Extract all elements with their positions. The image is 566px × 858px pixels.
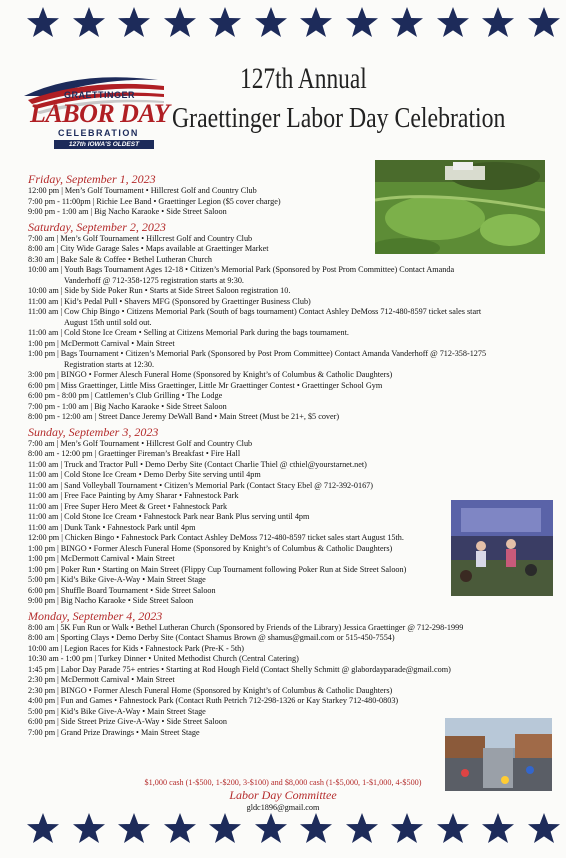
schedule-event: 8:00 am | City Wide Garage Sales • Maps available at Graettinger Market [28,244,269,253]
poster-title-line-1: 127th Annual [240,62,367,95]
schedule-event: 11:00 am | Kid’s Pedal Pull • Shavers MFG (Sponsored by Graettinger Business Club) [28,296,311,306]
star-icon [208,6,242,40]
star-icon [299,812,333,846]
schedule-event: 6:00 pm | Side Street Prize Give-A-Way • Side Street Saloon [28,717,227,726]
schedule-event: 10:00 am | Side by Side Poker Run • Starts at Side Street Saloon registration 10. [28,286,291,295]
schedule-event: 11:00 am | Truck and Tractor Pull • Demo Derby Site (Contact Charlie Thiel @ cthiel@yourstarnet.net) [28,459,367,469]
schedule-event: 2:30 pm | McDermott Carnival • Main Street [28,675,175,684]
schedule-event: 1:45 pm | Labor Day Parade 75+ entries • Starting at Rod Hough Field (Contact Shelly Schmitt @ glabordayparade@gmail.com) [28,664,451,674]
schedule-event: 10:00 am | Youth Bags Tournament Ages 12-18 • Citizen’s Memorial Park (Sponsored by Post Prom Committee) Contact Amanda [28,265,455,274]
star-icon [117,6,151,40]
schedule-event: 8:00 am | Sporting Clays • Demo Derby Site (Contact Shamus Brown @ shamus@gmail.com or 515-450-7554) [28,633,395,642]
schedule-event: 7:00 am | Men’s Golf Tournament • Hillcrest Golf and Country Club [28,233,253,243]
schedule-event: 3:00 pm | BINGO • Former Alesch Funeral Home (Sponsored by Knight’s of Columbus & Catholic Daughters) [28,370,393,379]
star-icon [345,6,379,40]
poster-title-line-2: Graettinger Labor Day Celebration [172,102,506,134]
schedule-event: 10:30 am - 1:00 pm | Turkey Dinner • United Methodist Church (Central Catering) [28,654,299,663]
star-icon [254,812,288,846]
schedule-event: 11:00 am | Cold Stone Ice Cream • Fahnestock Park near Bank Plus serving until 4pm [28,512,310,521]
star-icon [26,812,60,846]
schedule-event: 1:00 pm | McDermott Carnival • Main Street [28,554,175,563]
top-star-border [0,6,566,46]
schedule-event: 12:00 pm | Chicken Bingo • Fahnestock Park Contact Ashley DeMoss 712-480-8597 ticket sales start August 15th. [28,533,404,542]
schedule-event: 1:00 pm | Bags Tournament • Citizen’s Memorial Park (Sponsored by Post Prom Committee) Contact Amanda Vanderhoff @ 712-358-1275 [28,349,487,358]
schedule-event-continued: August 15th until sold out. [64,317,152,327]
event-schedule [28,170,548,738]
schedule-event: 6:00 pm | Miss Graettinger, Little Miss Graettinger, Little Mr Graettinger Contest • Graettinger School Gym [28,380,383,390]
schedule-event: 11:00 am | Cold Stone Ice Cream • Selling at Citizens Memorial Park during the bags tournament. [28,328,349,337]
schedule-event: 11:00 am | Free Super Hero Meet & Greet • Fahnestock Park [28,501,228,511]
star-icon [436,6,470,40]
star-icon [436,812,470,846]
day-heading: Sunday, September 3, 2023 [28,424,159,439]
logo-subtitle: CELEBRATION [58,128,139,138]
schedule-event: 7:00 pm | Grand Prize Drawings • Main Street Stage [28,727,200,737]
schedule-event: 7:00 am | Men’s Golf Tournament • Hillcrest Golf and Country Club [28,438,253,448]
star-icon [299,6,333,40]
schedule-event: 11:00 am | Free Face Painting by Amy Sharar • Fahnestock Park [28,491,239,500]
day-heading: Friday, September 1, 2023 [28,172,156,186]
star-icon [345,812,379,846]
star-icon [390,6,424,40]
schedule-event: 8:00 am | 5K Fun Run or Walk • Bethel Lutheran Church (Sponsored by Friends of the Library) Jessica Graettinger @ 712-298-1999 [28,622,464,632]
schedule-event-continued: Registration starts at 12:30. [64,359,155,369]
schedule-event: 11:00 am | Dunk Tank • Fahnestock Park until 4pm [28,522,196,532]
schedule-event: 6:00 pm - 8:00 pm | Cattlemen’s Club Grilling • The Lodge [28,391,223,400]
schedule-event: 7:00 pm - 11:00pm | Richie Lee Band • Graettinger Legion ($5 cover charge) [28,196,281,206]
schedule-event: 11:00 am | Cold Stone Ice Cream • Demo Derby Site serving until 4pm [28,470,261,479]
schedule-event: 1:00 pm | Poker Run • Starting on Main Street (Flippy Cup Tournament following Poker Run at Side Street Saloon) [28,564,407,574]
star-icon [72,812,106,846]
schedule-event-continued: Vanderhoff @ 712-358-1275 registration starts at 9:30. [64,275,244,285]
schedule-event: 5:00 pm | Kid’s Bike Give-A-Way • Main Street Stage [28,575,206,584]
labor-day-logo [18,66,168,162]
logo-title: LABOR DAY [30,99,170,128]
schedule-event: 7:00 pm - 1:00 am | Big Nacho Karaoke • Side Street Saloon [28,401,227,411]
schedule-event: 8:00 pm - 12:00 am | Street Dance Jeremy DeWall Band • Main Street (Must be 21+, $5 cover) [28,412,340,421]
star-icon [117,812,151,846]
schedule-event: 10:00 am | Legion Races for Kids • Fahnestock Park (Pre-K - 5th) [28,643,244,653]
park-stage-performance-photo [451,500,553,596]
star-icon [390,812,424,846]
star-icon [481,812,515,846]
bottom-star-border [0,812,566,852]
star-icon [72,6,106,40]
schedule-event: 9:00 pm - 1:00 am | Big Nacho Karaoke • Side Street Saloon [28,207,227,216]
star-icon [527,6,561,40]
schedule-event: 9:00 pm | Big Nacho Karaoke • Side Street Saloon [28,596,194,605]
star-icon [254,6,288,40]
schedule-event: 12:00 pm | Men’s Golf Tournament • Hillcrest Golf and Country Club [28,186,257,195]
grand-prize-details: $1,000 cash (1-$500, 1-$200, 3-$100) and $8,000 cash (1-$5,000, 1-$1,000, 4-$500) [144,778,422,787]
star-icon [527,812,561,846]
star-icon [26,6,60,40]
committee-signature: Labor Day Committee [229,788,337,802]
star-icon [163,6,197,40]
day-heading: Saturday, September 2, 2023 [28,219,166,234]
logo-band: 127th IOWA'S OLDEST [54,140,154,149]
schedule-event: 11:00 am | Sand Volleyball Tournament • Citizen’s Memorial Park (Contact Stacy Ebel @ 712-392-0167) [28,480,373,490]
schedule-event: 11:00 am | Cow Chip Bingo • Citizens Memorial Park (South of bags tournament) Contact Ashley DeMoss 712-480-8597 ticket sales start [28,307,482,316]
logo-town-name: GRAETTINGER [64,90,136,100]
schedule-event: 8:30 am | Bake Sale & Coffee • Bethel Lutheran Church [28,254,212,264]
star-icon [481,6,515,40]
schedule-event: 5:00 pm | Kid’s Bike Give-A-Way • Main Street Stage [28,706,206,716]
schedule-event: 4:00 pm | Fun and Games • Fahnestock Park (Contact Ruth Petrich 712-298-1326 or Kay Starkey 712-480-0803) [28,696,399,705]
day-heading: Monday, September 4, 2023 [28,608,163,623]
schedule-event: 2:30 pm | BINGO • Former Alesch Funeral Home (Sponsored by Knight’s of Columbus & Catholic Daughters) [28,685,393,695]
star-icon [163,812,197,846]
schedule-event: 1:00 pm | BINGO • Former Alesch Funeral Home (Sponsored by Knight’s of Columbus & Catholic Daughters) [28,543,393,553]
star-icon [208,812,242,846]
schedule-event: 6:00 pm | Shuffle Board Tournament • Side Street Saloon [28,585,216,595]
contact-email: gldc1896@gmail.com [246,803,320,812]
schedule-event: 1:00 pm | McDermott Carnival • Main Street [28,338,175,348]
schedule-event: 8:00 am - 12:00 pm | Graettinger Fireman’s Breakfast • Fire Hall [28,449,241,458]
